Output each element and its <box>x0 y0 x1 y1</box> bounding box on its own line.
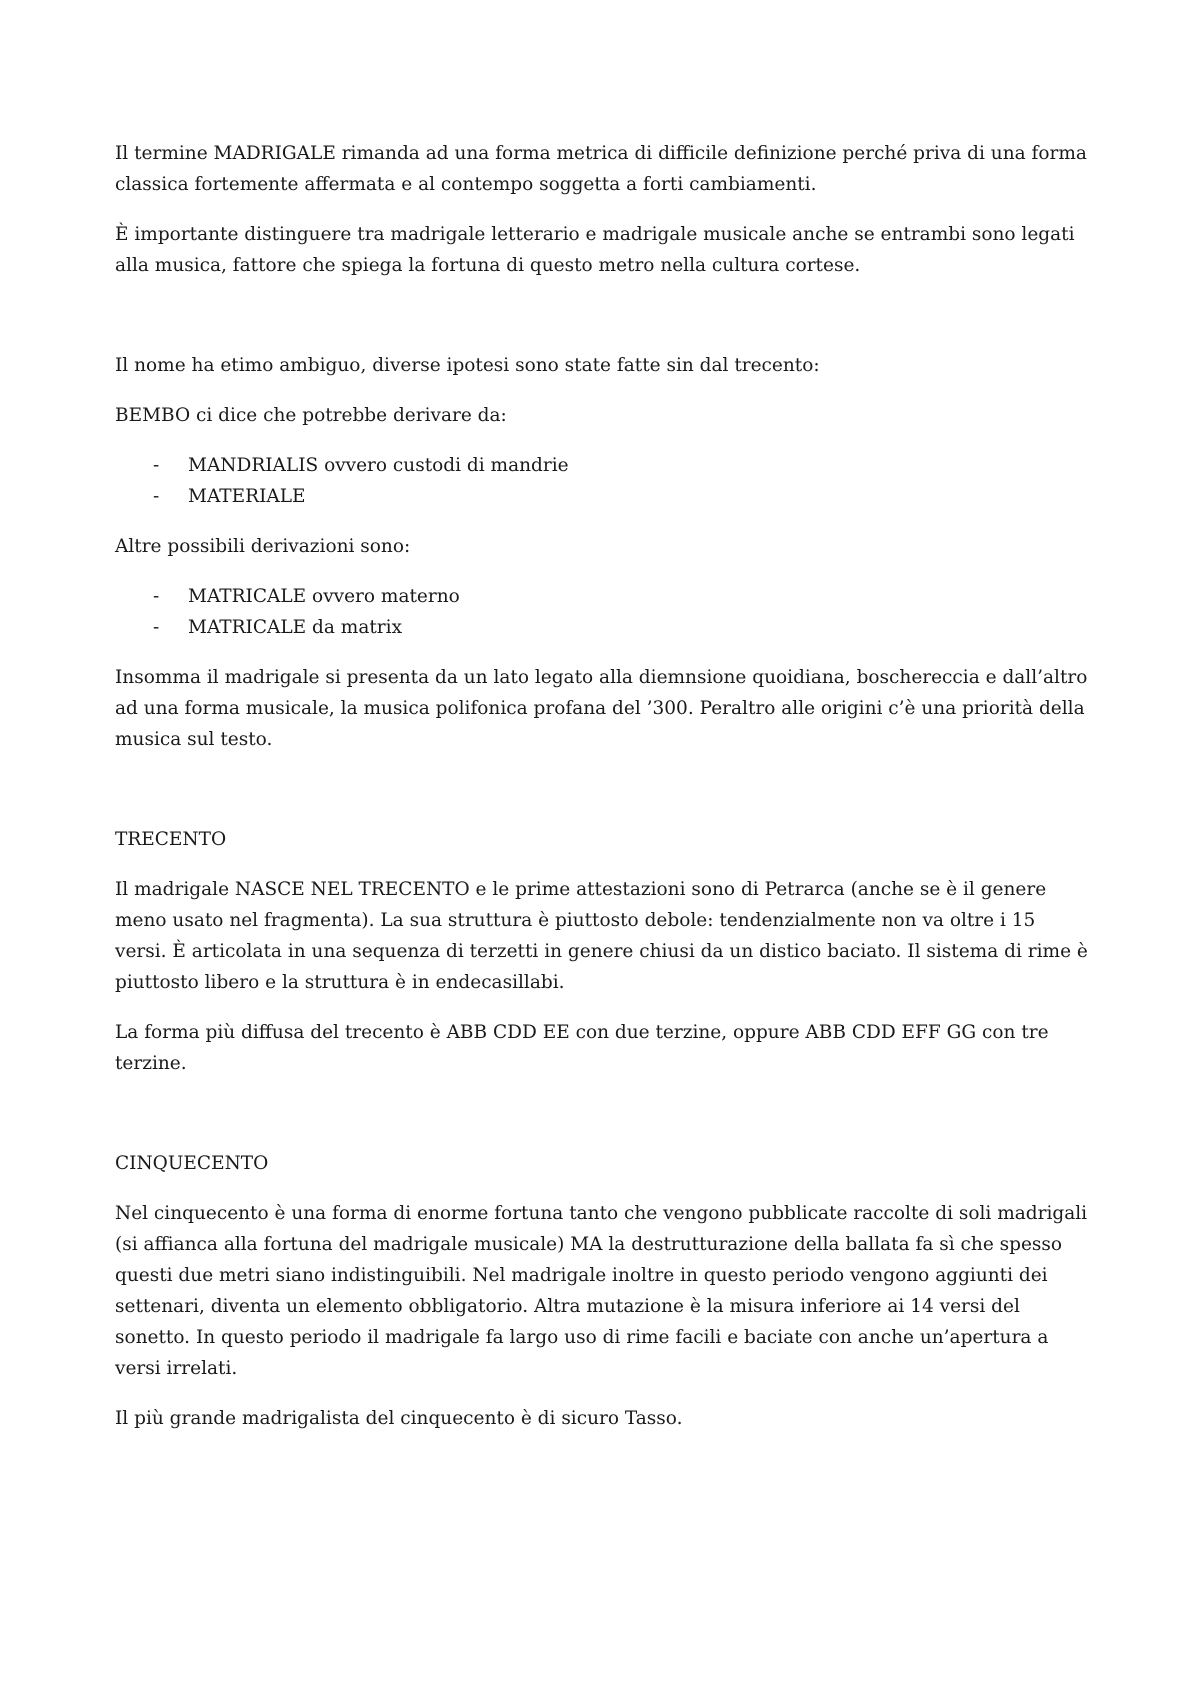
list-item <box>115 450 1090 481</box>
altre-paragraph: Altre possibili derivazioni sono: <box>115 536 411 557</box>
trecento-paragraph-2: La forma più diffusa del trecento è ABB CDD EE con due terzine, oppure ABB CDD EFF GG con tre terzine. <box>115 1022 1049 1074</box>
altre-derivations-list <box>115 581 1090 643</box>
dash-bullet: - <box>153 486 160 507</box>
list-item-text: MANDRIALIS ovvero custodi di mandrie <box>188 455 569 476</box>
bembo-paragraph: BEMBO ci dice che potrebbe derivare da: <box>115 405 507 426</box>
cinquecento-paragraph-2: Il più grande madrigalista del cinquecento è di sicuro Tasso. <box>115 1408 683 1429</box>
cinquecento-heading: CINQUECENTO <box>115 1153 269 1174</box>
spacer <box>115 774 1090 824</box>
trecento-heading: TRECENTO <box>115 829 227 850</box>
list-item-text: MATRICALE ovvero materno <box>188 586 460 607</box>
bembo-derivations-list <box>115 450 1090 512</box>
list-item <box>115 612 1090 643</box>
dash-bullet: - <box>153 586 160 607</box>
list-item-text: MATERIALE <box>188 486 306 507</box>
intro-paragraph-2: È importante distinguere tra madrigale letterario e madrigale musicale anche se entrambi sono legati alla musica, fattore che spiega la fortuna di questo metro nella cultura cortese. <box>115 224 1075 276</box>
list-item-text: MATRICALE da matrix <box>188 617 403 638</box>
dash-bullet: - <box>153 617 160 638</box>
trecento-paragraph-1: Il madrigale NASCE NEL TRECENTO e le prime attestazioni sono di Petrarca (anche se è il genere meno usato nel fragmenta). La sua struttura è piuttosto debole: tendenzialmente non va oltre i 15 versi. È articolata in una sequenza di terzetti in genere chiusi da un distico baciato. Il sistema di rime è piuttosto libero e la struttura è in endecasillabi. <box>115 879 1088 993</box>
list-item <box>115 481 1090 512</box>
etimo-paragraph: Il nome ha etimo ambiguo, diverse ipotesi sono state fatte sin dal trecento: <box>115 355 820 376</box>
insomma-paragraph: Insomma il madrigale si presenta da un lato legato alla diemnsione quoidiana, boschereccia e dall’altro ad una forma musicale, la musica polifonica profana del ’300. Peraltro alle origini c’è una priorità della musica sul testo. <box>115 667 1088 750</box>
intro-paragraph-1: Il termine MADRIGALE rimanda ad una forma metrica di difficile definizione perché priva di una forma classica fortemente affermata e al contempo soggetta a forti cambiamenti. <box>115 143 1087 195</box>
cinquecento-paragraph-1: Nel cinquecento è una forma di enorme fortuna tanto che vengono pubblicate raccolte di soli madrigali (si affianca alla fortuna del madrigale musicale) MA la destrutturazione della ballata fa sì che spesso questi due metri siano indistinguibili. Nel madrigale inoltre in questo periodo vengono aggiunti dei settenari, diventa un elemento obbligatorio. Altra mutazione è la misura inferiore ai 14 versi del sonetto. In questo periodo il madrigale fa largo uso di rime facili e baciate con anche un’apertura a versi irrelati. <box>115 1203 1088 1379</box>
dash-bullet: - <box>153 455 160 476</box>
list-item <box>115 581 1090 612</box>
spacer <box>115 300 1090 350</box>
document-page <box>115 138 1090 1453</box>
spacer <box>115 1098 1090 1148</box>
